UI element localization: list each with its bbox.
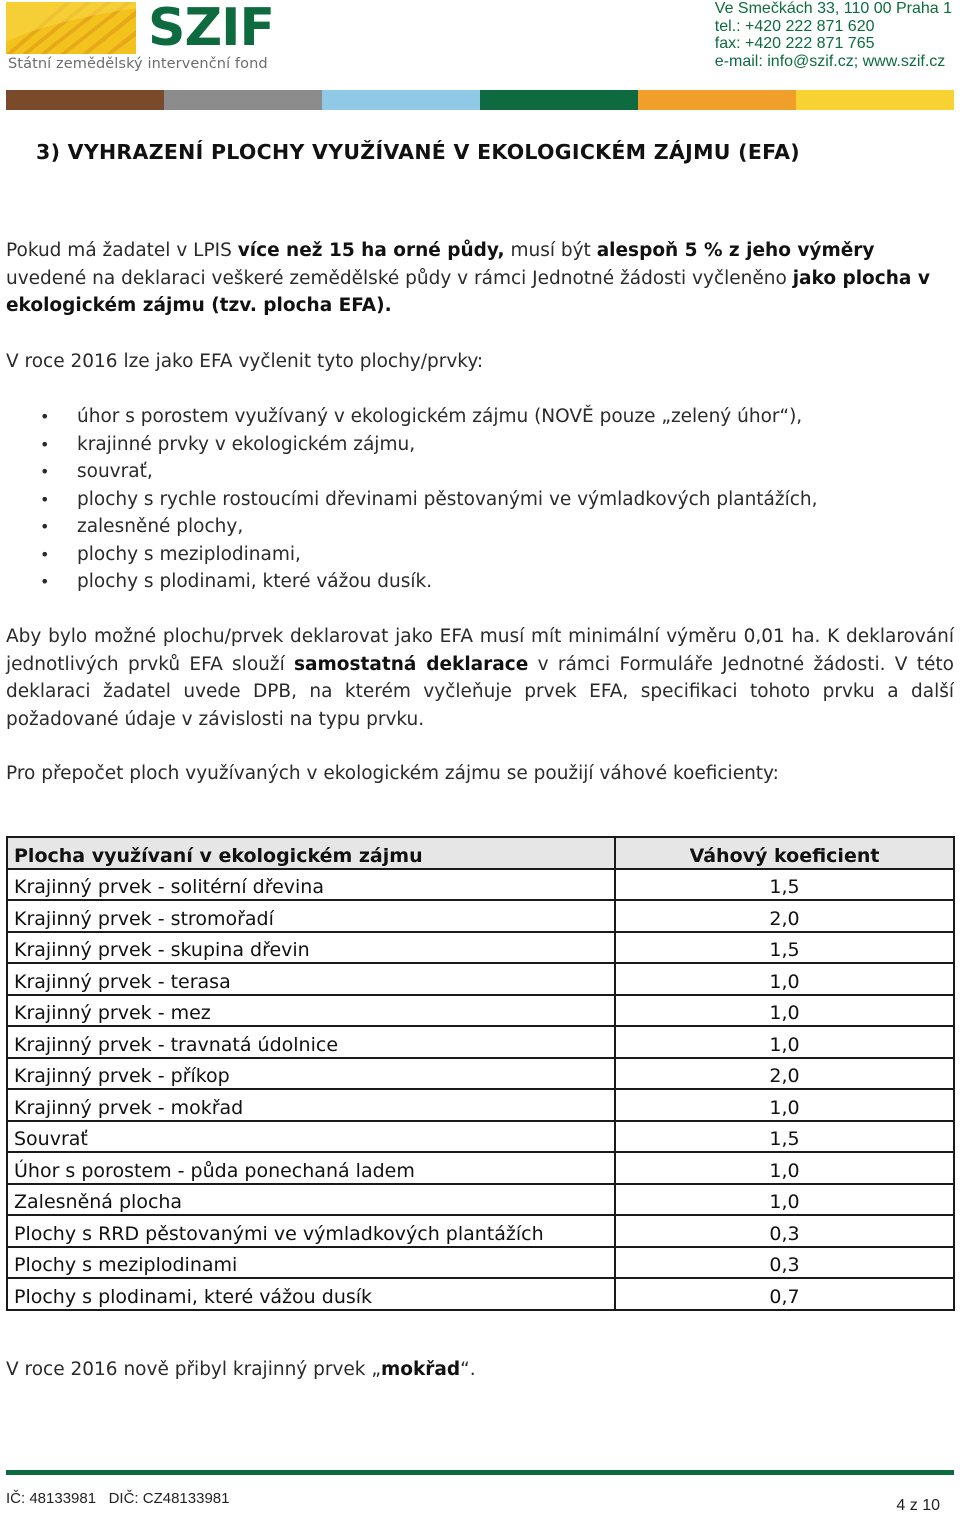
coefficient-value: 1,0 xyxy=(615,1026,954,1058)
area-name: Plochy s meziplodinami xyxy=(7,1247,615,1279)
coefficient-value: 1,0 xyxy=(615,1152,954,1184)
area-name: Souvrať xyxy=(7,1121,615,1153)
coefficient-intro: Pro přepočet ploch využívaných v ekologickém zájmu se použijí váhové koeficienty: xyxy=(6,763,779,784)
area-name: Krajinný prvek - příkop xyxy=(7,1058,615,1090)
list-item: • krajinné prvky v ekologickém zájmu, xyxy=(6,431,954,459)
list-item: • zalesněné plochy, xyxy=(6,513,954,541)
intro-bold: alespoň 5 % z jeho výměry xyxy=(596,240,875,261)
coefficient-value: 2,0 xyxy=(615,1058,954,1090)
table-row xyxy=(7,1184,954,1216)
email-web: e-mail: info@szif.cz; www.szif.cz xyxy=(714,52,946,70)
footer-company-ids: IČ: 48133981 DIČ: CZ48133981 xyxy=(6,1490,230,1507)
area-name: Krajinný prvek - travnatá údolnice xyxy=(7,1026,615,1058)
area-name: Plochy s RRD pěstovanými ve výmladkových plantážích xyxy=(7,1215,615,1247)
field-stripes-icon xyxy=(6,2,136,54)
area-name: Plochy s plodinami, které vážou dusík xyxy=(7,1278,615,1310)
area-name: Zalesněná plocha xyxy=(7,1184,615,1216)
color-segment xyxy=(796,90,954,110)
color-segment xyxy=(164,90,322,110)
coefficient-value: 1,5 xyxy=(615,1121,954,1153)
coefficient-value: 1,5 xyxy=(615,869,954,901)
table-row xyxy=(7,1278,954,1310)
declaration-text: v rámci Formuláře Jednotné žádosti. V této deklaraci žadatel uvede DPB, na kterém vyčleňuje prvek EFA, specifikaci tohoto prvku a další požadované údaje v závislosti na typu prvku. xyxy=(6,653,954,730)
table-row xyxy=(7,869,954,901)
list-item: • úhor s porostem využívaný v ekologickém zájmu (NOVĚ pouze „zelený úhor“), xyxy=(6,403,954,431)
color-segment xyxy=(480,90,638,110)
area-name: Krajinný prvek - skupina dřevin xyxy=(7,932,615,964)
phone: tel.: +420 222 871 620 xyxy=(714,17,875,35)
footer-divider xyxy=(6,1470,954,1475)
coefficient-value: 1,0 xyxy=(615,963,954,995)
contact-block xyxy=(715,0,952,70)
column-header-area: Plocha využívaní v ekologickém zájmu xyxy=(7,837,615,869)
closing-text: “. xyxy=(460,1359,476,1380)
header-color-bar xyxy=(6,90,954,110)
declaration-paragraph xyxy=(6,623,954,733)
table-row xyxy=(7,1089,954,1121)
section-heading: 3) VYHRAZENÍ PLOCHY VYUŽÍVANÉ V EKOLOGICKÉM ZÁJMU (EFA) xyxy=(36,140,800,164)
efa-list xyxy=(6,403,954,596)
closing-bold: mokřad xyxy=(380,1359,461,1380)
intro-paragraph xyxy=(6,237,954,320)
page-number: 4 z 10 xyxy=(896,1497,940,1514)
color-segment xyxy=(638,90,796,110)
coefficient-value: 1,5 xyxy=(615,932,954,964)
list-item: • plochy s plodinami, které vážou dusík. xyxy=(6,568,954,596)
coefficient-value: 0,7 xyxy=(615,1278,954,1310)
color-segment xyxy=(6,90,164,110)
fax: fax: +420 222 871 765 xyxy=(714,35,875,52)
area-name: Krajinný prvek - mokřad xyxy=(7,1089,615,1121)
list-item: • souvrať, xyxy=(6,458,954,486)
table-row xyxy=(7,995,954,1027)
szif-logo xyxy=(6,0,275,74)
declaration-text: Aby bylo možné plochu/prvek deklarovat jako EFA musí mít minimální výměru 0,01 ha. K deklarování jednotlivých prvků EFA slouží xyxy=(6,626,954,675)
intro-text: Pokud má žadatel v LPIS xyxy=(6,240,238,261)
closing-paragraph xyxy=(6,1356,954,1384)
area-name: Krajinný prvek - mez xyxy=(7,995,615,1027)
list-intro: V roce 2016 lze jako EFA vyčlenit tyto plochy/prvky: xyxy=(6,351,484,372)
intro-bold: jako plocha v ekologickém zájmu (tzv. plocha EFA). xyxy=(6,267,930,316)
area-name: Krajinný prvek - terasa xyxy=(7,963,615,995)
address: Ve Smečkách 33, 110 00 Praha 1 xyxy=(714,0,952,17)
area-name: Krajinný prvek - solitérní dřevina xyxy=(7,869,615,901)
logo-tagline: Státní zemědělský intervenční fond xyxy=(8,56,268,72)
coefficient-value: 1,0 xyxy=(615,1089,954,1121)
closing-text: V roce 2016 nově přibyl krajinný prvek „ xyxy=(6,1359,381,1380)
list-item: • plochy s meziplodinami, xyxy=(6,541,954,569)
coefficient-table xyxy=(6,836,955,1311)
table-row xyxy=(7,1121,954,1153)
table-row xyxy=(7,932,954,964)
area-name: Úhor s porostem - půda ponechaná ladem xyxy=(7,1152,615,1184)
table-row xyxy=(7,1058,954,1090)
table-row xyxy=(7,1152,954,1184)
table-header-row xyxy=(7,837,954,869)
coefficient-value: 2,0 xyxy=(615,900,954,932)
list-item: • plochy s rychle rostoucími dřevinami pěstovanými ve výmladkových plantážích, xyxy=(6,486,954,514)
coefficient-value: 1,0 xyxy=(615,995,954,1027)
table-row xyxy=(7,963,954,995)
page-header xyxy=(0,0,960,112)
column-header-coefficient: Váhový koeficient xyxy=(615,837,954,869)
coefficient-value: 0,3 xyxy=(615,1215,954,1247)
intro-text: musí být xyxy=(504,240,597,261)
table-row xyxy=(7,1215,954,1247)
logo-wordmark: SZIF xyxy=(148,0,275,58)
coefficient-value: 0,3 xyxy=(615,1247,954,1279)
declaration-bold: samostatná deklarace xyxy=(294,653,529,675)
table-row xyxy=(7,900,954,932)
color-segment xyxy=(322,90,480,110)
table-row xyxy=(7,1026,954,1058)
table-row xyxy=(7,1247,954,1279)
coefficient-value: 1,0 xyxy=(615,1184,954,1216)
intro-bold: více než 15 ha orné půdy, xyxy=(237,240,505,261)
area-name: Krajinný prvek - stromořadí xyxy=(7,900,615,932)
intro-text: uvedené na deklaraci veškeré zemědělské půdy v rámci Jednotné žádosti vyčleněno xyxy=(6,267,793,289)
